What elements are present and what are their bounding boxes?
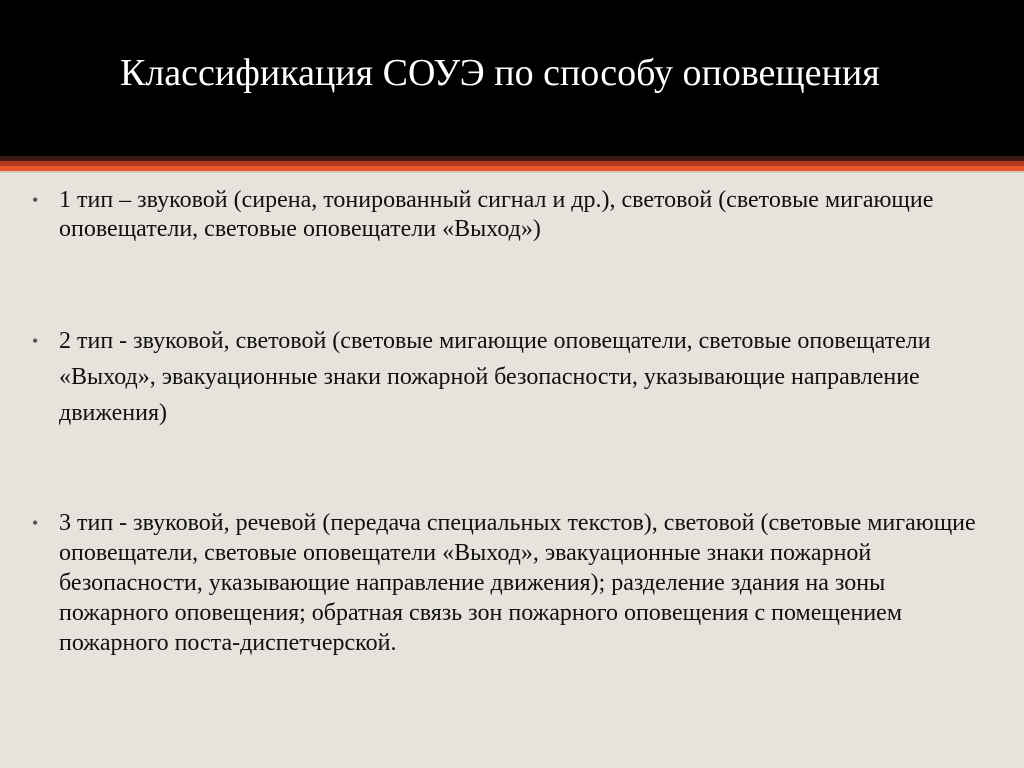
accent-stripe-light [0,171,1024,173]
slide-title: Классификация СОУЭ по способу оповещения [120,52,880,94]
bullet-icon: • [32,190,39,210]
bullet-text: 2 тип - звуковой, световой (световые мигающие оповещатели, световые оповещатели «Выход», эвакуационные знаки пожарной безопасности, указывающие направление движения) [59,328,931,426]
bullet-text: 1 тип – звуковой (сирена, тонированный сигнал и др.), световой (световые мигающие оповещатели, световые оповещатели «Выход») [59,187,934,242]
bullet-icon: • [32,331,39,351]
title-bar [0,0,1024,156]
bullet-icon: • [32,513,39,533]
bullet-text: 3 тип - звуковой, речевой (передача специальных текстов), световой (световые мигающие оповещатели, световые оповещатели «Выход», эвакуационные знаки пожарной безопасности, указывающие направление движения); разделение здания на зоны пожарного оповещения; обратная связь зон пожарного оповещения с помещением пожарного поста-диспетчерской. [59,510,976,656]
